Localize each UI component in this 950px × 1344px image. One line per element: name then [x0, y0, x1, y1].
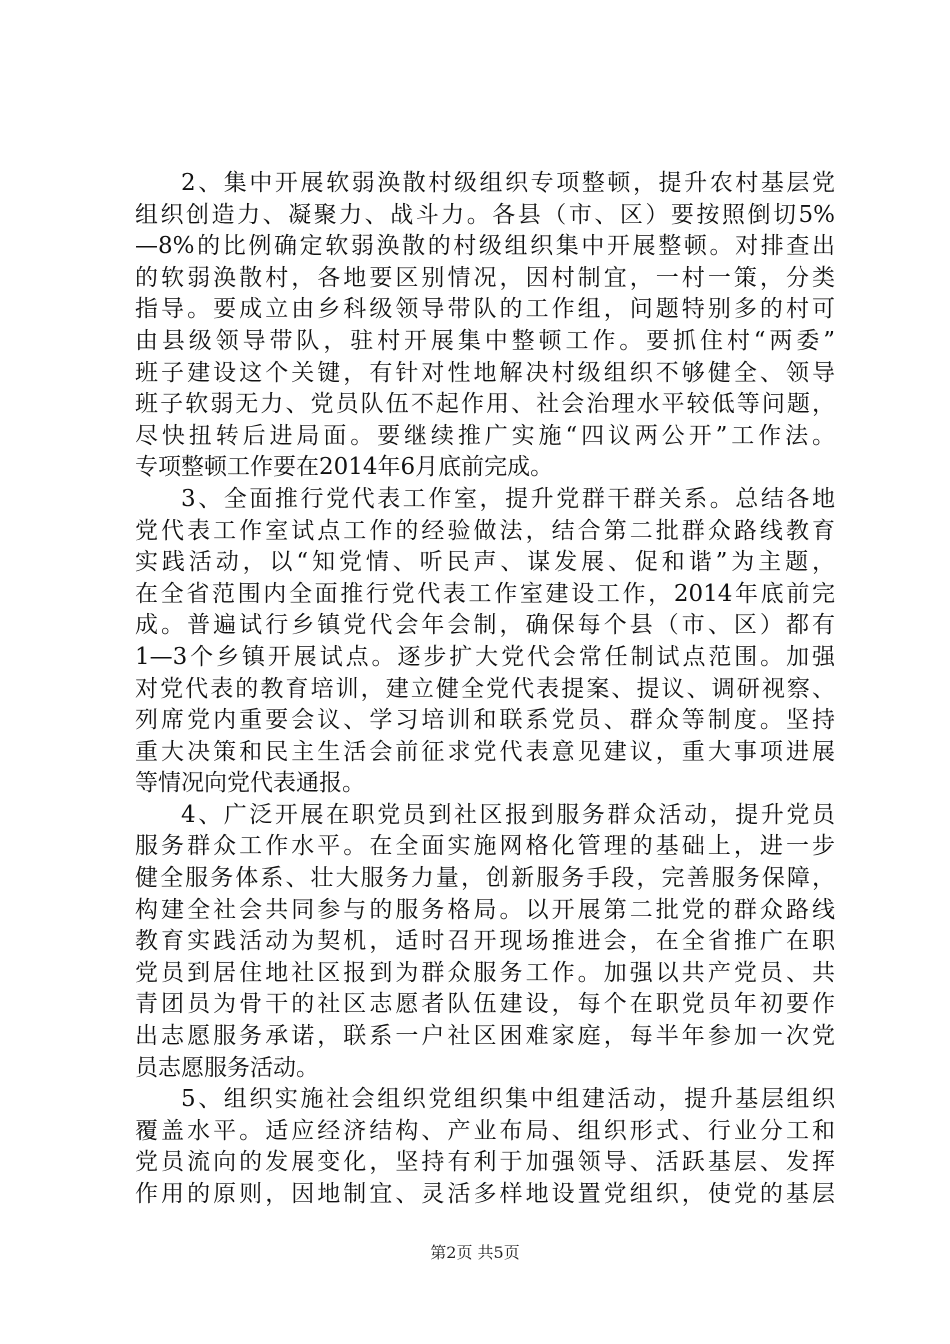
paragraph-line: 健全服务体系、壮大服务力量，创新服务手段，完善服务保障， [135, 865, 835, 892]
paragraph-line: 组织创造力、凝聚力、战斗力。各县（市、区）要按照倒切5% [135, 201, 835, 228]
paragraph-line: 专项整顿工作要在2014年6月底前完成。 [135, 454, 554, 481]
paragraph-line: 尽快扭转后进局面。要继续推广实施“四议两公开”工作法。 [135, 422, 835, 449]
paragraph-line: 青团员为骨干的社区志愿者队伍建设，每个在职党员年初要作 [135, 991, 835, 1018]
paragraph-line: 构建全社会共同参与的服务格局。以开展第二批党的群众路线 [135, 896, 835, 923]
paragraph-line: 列席党内重要会议、学习培训和联系党员、群众等制度。坚持 [135, 707, 835, 734]
paragraph-first-line: 3、全面推行党代表工作室，提升党群干群关系。总结各地 [181, 485, 835, 512]
paragraph-line: 实践活动，以“知党情、听民声、谋发展、促和谐”为主题， [135, 549, 835, 576]
paragraph-line: 指导。要成立由乡科级领导带队的工作组，问题特别多的村可 [135, 296, 835, 323]
paragraph-line: 等情况向党代表通报。 [135, 770, 365, 797]
paragraph-line: 党员到居住地社区报到为群众服务工作。加强以共产党员、共 [135, 959, 835, 986]
paragraph-line: 重大决策和民主生活会前征求党代表意见建议，重大事项进展 [135, 738, 835, 765]
paragraph-line: 服务群众工作水平。在全面实施网格化管理的基础上，进一步 [135, 833, 835, 860]
paragraph-line: —8%的比例确定软弱涣散的村级组织集中开展整顿。对排查出 [135, 233, 835, 260]
document-body [135, 168, 835, 1211]
paragraph-first-line: 5、组织实施社会组织党组织集中组建活动，提升基层组织 [181, 1086, 835, 1113]
paragraph-line: 覆盖水平。适应经济结构、产业布局、组织形式、行业分工和 [135, 1117, 835, 1144]
paragraph-line: 出志愿服务承诺，联系一户社区困难家庭，每半年参加一次党 [135, 1023, 835, 1050]
paragraph-line: 对党代表的教育培训，建立健全党代表提案、提议、调研视察、 [135, 675, 835, 702]
paragraph-line: 员志愿服务活动。 [135, 1054, 319, 1081]
paragraph-line: 在全省范围内全面推行党代表工作室建设工作，2014年底前完 [135, 580, 835, 607]
paragraph-line: 党代表工作室试点工作的经验做法，结合第二批群众路线教育 [135, 517, 835, 544]
paragraph-line: 班子建设这个关键，有针对性地解决村级组织不够健全、领导 [135, 359, 835, 386]
paragraph-line: 教育实践活动为契机，适时召开现场推进会，在全省推广在职 [135, 928, 835, 955]
paragraph-line: 成。普遍试行乡镇党代会年会制，确保每个县（市、区）都有 [135, 612, 835, 639]
paragraph-line: 1—3个乡镇开展试点。逐步扩大党代会常任制试点范围。加强 [135, 643, 835, 670]
page-footer: 第2页 共5页 [430, 1243, 520, 1262]
paragraph-line: 由县级领导带队，驻村开展集中整顿工作。要抓住村“两委” [135, 327, 835, 354]
paragraph-line: 党员流向的发展变化，坚持有利于加强领导、活跃基层、发挥 [135, 1149, 835, 1176]
paragraph-first-line: 4、广泛开展在职党员到社区报到服务群众活动，提升党员 [181, 801, 835, 828]
paragraph-first-line: 2、集中开展软弱涣散村级组织专项整顿，提升农村基层党 [181, 170, 835, 196]
paragraph-line: 班子软弱无力、党员队伍不起作用、社会治理水平较低等问题， [135, 391, 835, 418]
paragraph-line: 作用的原则，因地制宜、灵活多样地设置党组织，使党的基层 [135, 1181, 835, 1207]
paragraph-line: 的软弱涣散村，各地要区别情况，因村制宜，一村一策，分类 [135, 264, 835, 291]
